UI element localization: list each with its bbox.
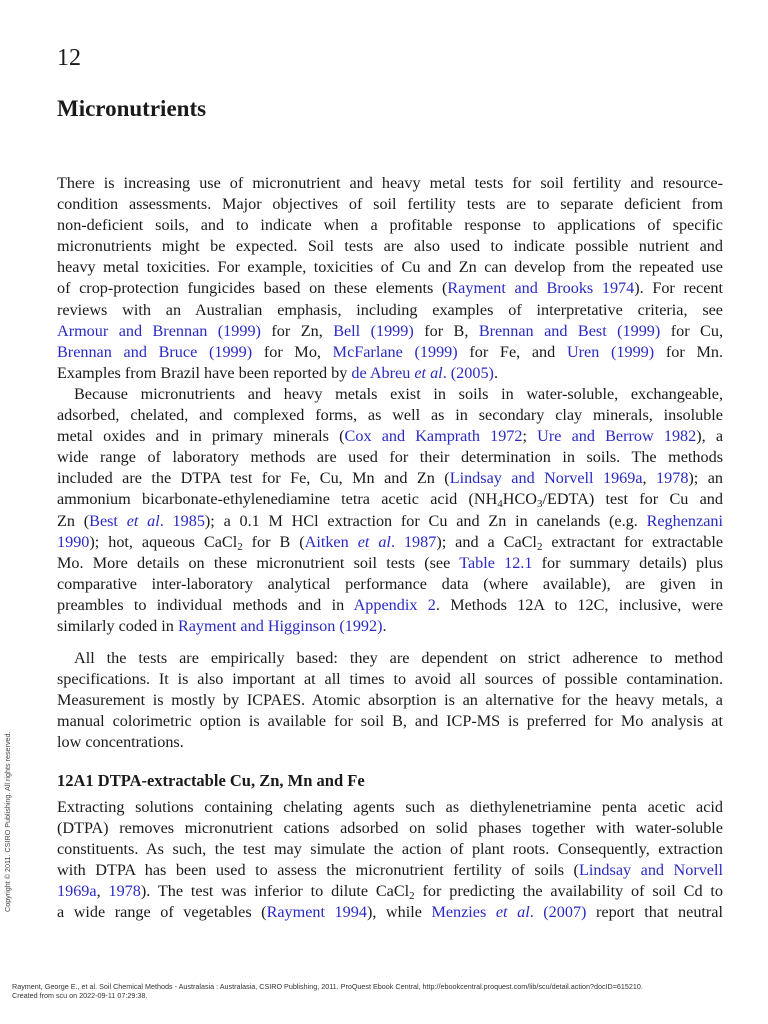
text-line: reviews with an Australian emphasis, including examples of interpretative criteria, see: [57, 300, 723, 319]
text-span: ), while: [366, 903, 432, 922]
citation-link-uren-1999[interactable]: Uren (1999): [566, 342, 655, 361]
link-text-italic: et al: [414, 363, 443, 382]
appendix-2-link[interactable]: Appendix 2: [353, 595, 436, 614]
citation-link-mcfarlane-1999[interactable]: McFarlane (1999): [332, 342, 458, 361]
citation-link-menzies-2007[interactable]: [431, 903, 586, 921]
text-line: [57, 342, 723, 363]
link-text: Aitken: [304, 532, 358, 551]
table-12-1-link[interactable]: Table 12.1: [459, 553, 533, 572]
text-line: [57, 881, 723, 902]
subscript: 4: [497, 498, 503, 511]
link-text: Menzies: [431, 903, 496, 922]
text-span: report that neutral: [586, 903, 723, 922]
text-span: for Mn.: [654, 342, 723, 361]
link-text: . 1987: [390, 532, 437, 551]
text-span: for Fe, and: [457, 342, 567, 361]
text-line: [57, 321, 723, 342]
text-line: [57, 902, 723, 923]
text-line: non-deficient soils, and to indicate when a profitable response to applications of specific: [57, 216, 723, 235]
citation-link-reghenzani[interactable]: Reghenzani: [646, 511, 723, 530]
text-span: for B (: [242, 532, 305, 551]
citation-link-best-1985[interactable]: [89, 512, 205, 530]
text-line: [57, 616, 723, 637]
subscript: 3: [536, 498, 543, 511]
text-line: There is increasing use of micronutrient and heavy metal tests for soil fertility and resource-: [57, 174, 723, 192]
text-line: [57, 363, 723, 384]
text-span: for Cu,: [660, 321, 723, 340]
text-span: .: [493, 363, 498, 382]
text-line: specifications. It is also important at all times to avoid all sources of possible contamination.: [57, 670, 723, 689]
text-line: [57, 595, 723, 616]
link-text: . 1985: [159, 511, 205, 530]
text-line: low concentrations.: [57, 733, 184, 752]
chapter-title: Micronutrients: [57, 96, 207, 121]
paragraph-methods: [57, 384, 723, 637]
text-span: ammonium bicarbonate-ethylenediamine tetra acetic acid (NH: [57, 490, 498, 509]
text-line: [57, 553, 723, 574]
text-span: . Methods 12A to 12C, inclusive, were: [435, 595, 724, 614]
text-span: Zn (: [57, 511, 90, 530]
text-span: ). The test was inferior to dilute CaCl: [140, 882, 410, 901]
citation-link-reghenzani-1990[interactable]: 1990: [57, 532, 90, 551]
citation-link-lindsay-norvell-1969a[interactable]: Lindsay and Norvell 1969a: [449, 469, 643, 488]
text-line: [57, 278, 723, 299]
citation-link-ure-berrow-1982[interactable]: Ure and Berrow 1982: [537, 427, 697, 446]
text-span: a wide range of vegetables (: [57, 903, 267, 922]
link-text-italic: et al: [495, 903, 530, 922]
citation-link-rayment-1994[interactable]: Rayment 1994: [266, 903, 367, 922]
subscript: 2: [409, 890, 415, 903]
footer-created-text: Created from scu on 2022-09-11 07:29:38.: [12, 990, 148, 1000]
text-line: [57, 468, 723, 489]
text-span: preambles to individual methods and in: [57, 595, 354, 614]
text-line: [57, 426, 723, 447]
citation-link-1978[interactable]: 1978: [656, 469, 689, 488]
citation-link-brennan-bruce-1999[interactable]: Brennan and Bruce (1999): [57, 342, 253, 361]
citation-link-de-abreu-2005[interactable]: [351, 364, 494, 382]
text-line: Because micronutrients and heavy metals exist in soils in water-soluble, exchangeable,: [74, 385, 723, 403]
citation-link-1969a[interactable]: 1969a: [57, 882, 97, 901]
link-text: Best: [89, 511, 127, 530]
paragraph-empirical: [57, 648, 723, 753]
text-span: .: [382, 617, 387, 636]
citation-link-aitken-1987[interactable]: [305, 533, 437, 551]
text-line: comparative inter-laboratory analytical performance data (where available), are given in: [57, 574, 723, 593]
text-span: ); an: [688, 469, 724, 488]
text-line: [57, 511, 723, 532]
text-line: heavy metal toxicities. For example, toxicities of Cu and Zn can develop from the repeated use: [57, 258, 723, 277]
footer-citation-text: Rayment, George E., et al. Soil Chemical Methods - Australasia : Australasia, CSIRO Publishing, 2011. ProQuest Ebook Central, http://ebookcentral.proquest.com/lib/scu/detail.action?docID=615210.: [12, 982, 643, 991]
text-line: [57, 489, 723, 510]
text-span: ); a 0.1 M HCl extraction for Cu and Zn in canelands (e.g.: [204, 511, 647, 530]
text-span: Mo. More details on these micronutrient soil tests (see: [57, 553, 460, 572]
text-span: for summary details) plus: [532, 553, 724, 572]
text-span: ), a: [696, 427, 724, 446]
subscript: 2: [237, 540, 243, 553]
citation-link-brennan-best-1999[interactable]: Brennan and Best (1999): [478, 321, 661, 340]
text-span: ). For recent: [634, 279, 723, 298]
citation-link-lindsay-norvell[interactable]: Lindsay and Norvell: [578, 861, 723, 880]
citation-link-armour-brennan-1999[interactable]: Armour and Brennan (1999): [57, 321, 261, 340]
text-span: ,: [96, 882, 109, 901]
text-line: condition assessments. Major objectives of soil fertility tests are to separate deficient from: [57, 195, 723, 214]
link-text: de Abreu: [351, 363, 415, 382]
text-line: Measurement is mostly by ICPAES. Atomic absorption is an alternative for the heavy metals, a: [57, 691, 723, 710]
paragraph-dtpa: [57, 797, 723, 924]
text-span: HCO: [502, 490, 537, 509]
text-span: with DTPA has been used to assess the micronutrient fertility of soils (: [57, 861, 579, 880]
text-line: constituents. As such, the test may simulate the action of plant roots. Consequently, extraction: [57, 840, 723, 859]
citation-link-rayment-brooks-1974[interactable]: Rayment and Brooks 1974: [447, 279, 635, 298]
link-text-italic: et al: [126, 511, 160, 530]
citation-link-1978[interactable]: 1978: [108, 882, 141, 901]
text-span: for Mo,: [252, 342, 333, 361]
text-span: ;: [522, 427, 538, 446]
subscript: 2: [536, 540, 543, 553]
text-span: /EDTA) test for Cu and: [542, 490, 723, 509]
citation-link-cox-kamprath-1972[interactable]: Cox and Kamprath 1972: [344, 427, 523, 446]
text-span: ); hot, aqueous CaCl: [89, 532, 238, 551]
section-heading-12a1: 12A1 DTPA-extractable Cu, Zn, Mn and Fe: [57, 771, 365, 790]
text-span: Examples from Brazil have been reported by: [57, 363, 352, 382]
text-line: adsorbed, chelated, and complexed forms, as well as in secondary clay minerals, insoluble: [57, 406, 723, 425]
text-line: All the tests are empirically based: they are dependent on strict adherence to method: [74, 649, 723, 667]
text-span: for Zn,: [260, 321, 334, 340]
text-span: of crop-protection fungicides based on these elements (: [57, 279, 448, 298]
link-text: . (2007): [529, 903, 587, 922]
text-span: ,: [642, 469, 657, 488]
copyright-notice: Copyright © 2011. CSIRO Publishing. All rights reserved.: [3, 731, 12, 912]
link-text: . (2005): [442, 363, 494, 382]
text-span: ); and a CaCl: [436, 532, 537, 551]
paragraph-intro: [57, 173, 723, 384]
text-line: [57, 860, 723, 881]
text-line: wide range of laboratory methods are used for their determination in soils. The methods: [57, 448, 723, 467]
citation-link-rayment-higginson-1992[interactable]: Rayment and Higginson (1992): [177, 617, 383, 636]
text-line: (DTPA) removes micronutrient cations adsorbed on solid phases together with water-soluble: [57, 819, 723, 838]
text-span: for predicting the availability of soil Cd to: [414, 882, 723, 901]
chapter-number: 12: [57, 45, 81, 71]
text-span: extractant for extractable: [542, 532, 724, 551]
text-line: micronutrients might be expected. Soil tests are also used to indicate possible nutrient and: [57, 237, 723, 256]
link-text-italic: et al: [357, 532, 391, 551]
text-span: included are the DTPA test for Fe, Cu, Mn and Zn (: [57, 469, 450, 488]
text-line: manual colorimetric option is available for soil B, and ICP-MS is preferred for Mo analysis at: [57, 712, 723, 731]
citation-link-bell-1999[interactable]: Bell (1999): [333, 321, 414, 340]
footer-citation: [12, 983, 643, 1000]
text-line: Extracting solutions containing chelating agents such as diethylenetriamine penta acetic acid: [57, 798, 723, 816]
text-span: similarly coded in: [57, 617, 178, 636]
text-span: metal oxides and in primary minerals (: [57, 427, 345, 446]
text-line: [57, 532, 723, 553]
text-span: for B,: [413, 321, 479, 340]
